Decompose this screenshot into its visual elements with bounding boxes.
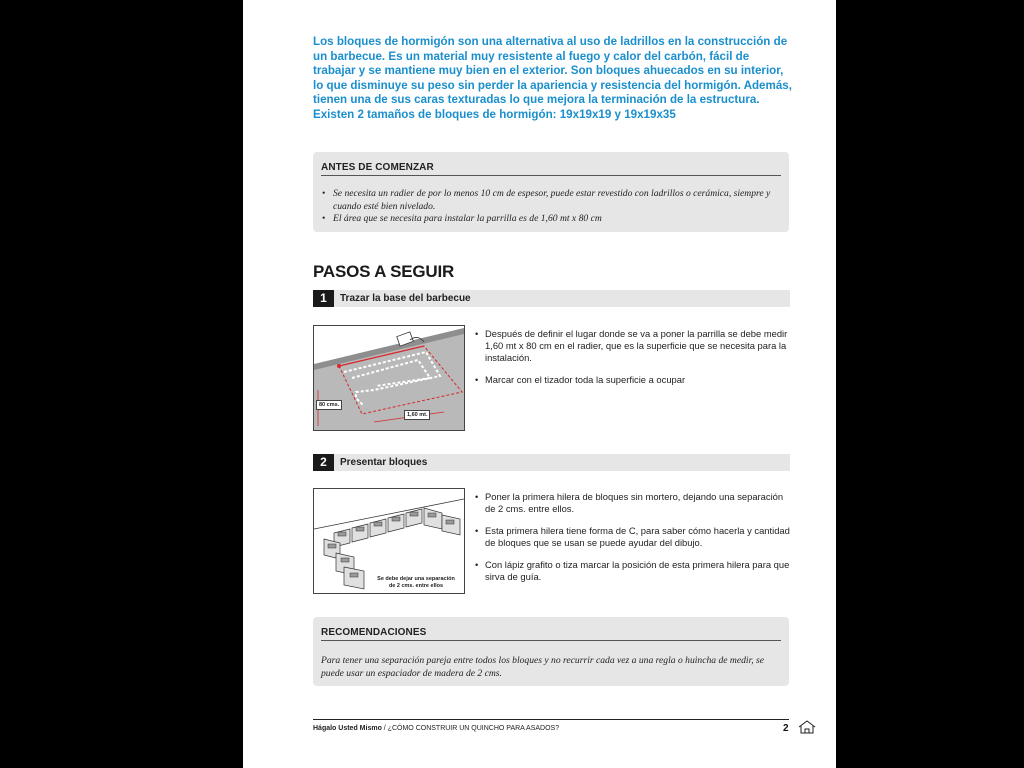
recommendations-text: Para tener una separación pareja entre todos los bloques y no recurrir cada vez a una regla o huincha de medir, se puede usar un espaciador de madera de 2 cms. (321, 655, 765, 679)
step-2-bar (313, 454, 790, 471)
before-starting-item: • Se necesita un radier de por lo menos 10 cm de espesor, puede estar revestido con ladrillos o cerámica, siempre y cuando esté bien nivelado. (321, 188, 781, 213)
recommendations-title: RECOMENDACIONES (321, 627, 781, 641)
step-1-illustration (313, 325, 465, 431)
before-starting-title: ANTES DE COMENZAR (321, 162, 781, 176)
step-2-bullet: • Poner la primera hilera de bloques sin mortero, dejando una separación de 2 cms. entre ellos. (475, 491, 793, 515)
before-starting-item: • El área que se necesita para instalar la parrilla es de 1,60 mt x 80 cm (321, 213, 781, 226)
step-1-bullet: • Marcar con el tizador toda la superficie a ocupar (475, 374, 793, 386)
house-icon (798, 720, 816, 734)
before-starting-list (321, 188, 781, 226)
page-number: 2 (783, 723, 789, 734)
floor-marking-drawing (314, 326, 464, 430)
footer-divider (313, 719, 789, 720)
intro-text: Los bloques de hormigón son una alternativa al uso de ladrillos en la construcción de un barbecue. Es un material muy resistente al fuego y calor del carbón, fácil de trabajar y se mantiene muy bien en el exterior. Son bloques ahuecados en su interior, lo que disminuye su peso sin perder la apariencia y resistencia del hormigón. Además, tienen una de sus caras texturadas lo que mejora la terminación de la estructura. Existen 2 tamaños de bloques de hormigón: 19x19x19 y 19x19x35 (313, 35, 792, 121)
footer-brand: Hágalo Usted Mismo (313, 725, 382, 732)
footer-text (313, 725, 559, 732)
step-2-bullet: • Con lápiz grafito o tiza marcar la posición de esta primera hilera para que sirva de guía. (475, 559, 793, 583)
document-page (243, 0, 836, 768)
before-starting-box (313, 152, 789, 232)
step-1-bullet: • Después de definir el lugar donde se va a poner la parrilla se debe medir 1,60 mt x 80 cm en el radier, que es la superficie que se necesita para la instalación. (475, 328, 793, 364)
step-1-bar (313, 290, 790, 307)
steps-heading: PASOS A SEGUIR (313, 262, 455, 281)
footer-separator: / (381, 725, 388, 732)
step-1-bullets (475, 328, 793, 396)
step-1-title: Trazar la base del barbecue (340, 293, 471, 304)
recommendations-box (313, 617, 789, 686)
step-2-bullet: • Esta primera hilera tiene forma de C, para saber cómo hacerla y cantidad de bloques que se usan se puede ayudar del dibujo. (475, 525, 793, 549)
width-label: 80 cms. (316, 400, 342, 410)
step-1-number: 1 (313, 290, 334, 307)
step-2-illustration (313, 488, 465, 594)
footer-title: ¿CÓMO CONSTRUIR UN QUINCHO PARA ASADOS? (387, 725, 560, 732)
length-label: 1,60 mt. (404, 410, 430, 420)
step-2-title: Presentar bloques (340, 457, 428, 468)
step-2-number: 2 (313, 454, 334, 471)
block-gap-caption: Se debe dejar una separación de 2 cms. entre ellos (374, 575, 458, 591)
step-2-bullets (475, 491, 793, 593)
intro-paragraph (313, 35, 793, 122)
